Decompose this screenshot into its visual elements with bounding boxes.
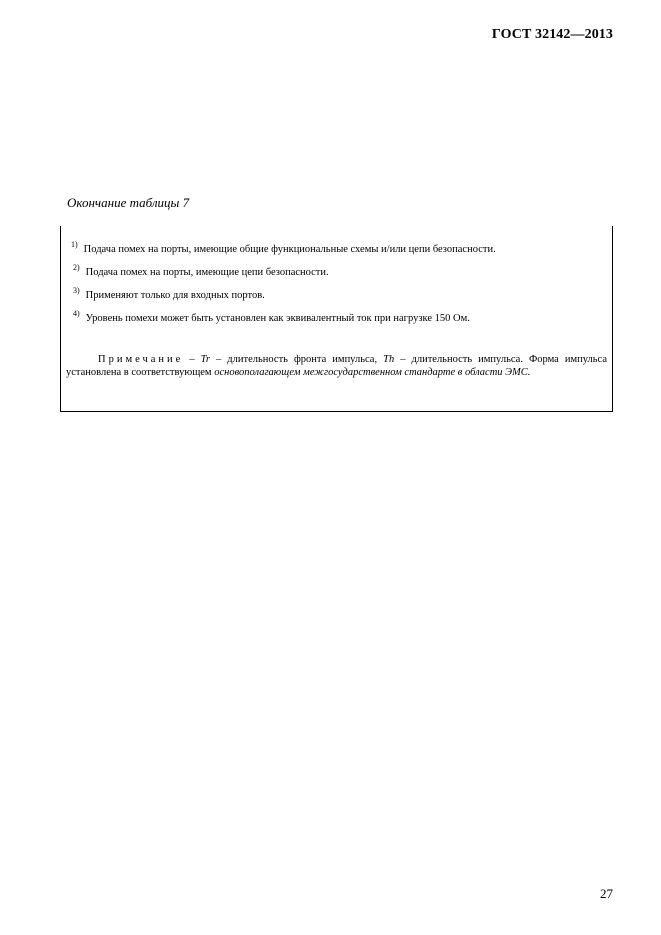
footnote-mark: 4) [73,309,80,318]
footnote-1 [71,240,496,255]
footnote-4 [73,309,470,324]
footnote-mark: 3) [73,286,80,295]
note-label: Примечание [98,354,184,365]
tr-symbol: Tr [200,354,211,365]
th-definition: – длительность импульса. Форма импульса установлена в соответствующем [66,354,608,378]
table-caption: Окончание таблицы 7 [67,195,190,210]
footnote-mark: 1) [71,240,78,249]
page-number: 27 [600,886,613,901]
footnote-text: Подача помех на порты, имеющие общие функциональные схемы и/или цепи безопасности. [83,244,496,255]
note-standard-reference: основополагающем межгосударственном стандарте в области ЭМС. [214,367,531,378]
note-dash: – [189,354,195,365]
footnote-mark: 2) [73,263,80,272]
table-note [66,353,607,379]
table-footnotes-box [60,226,613,412]
footnote-text: Применяют только для входных портов. [85,290,265,301]
footnote-text: Уровень помехи может быть установлен как эквивалентный ток при нагрузке 150 Ом. [85,313,470,324]
footnote-2 [73,263,329,278]
footnote-3 [73,286,265,301]
tr-definition: – длительность фронта импульса, [210,354,384,365]
footnote-text: Подача помех на порты, имеющие цепи безопасности. [85,267,329,278]
document-code: ГОСТ 32142—2013 [491,27,613,42]
th-symbol: Th [383,354,395,365]
